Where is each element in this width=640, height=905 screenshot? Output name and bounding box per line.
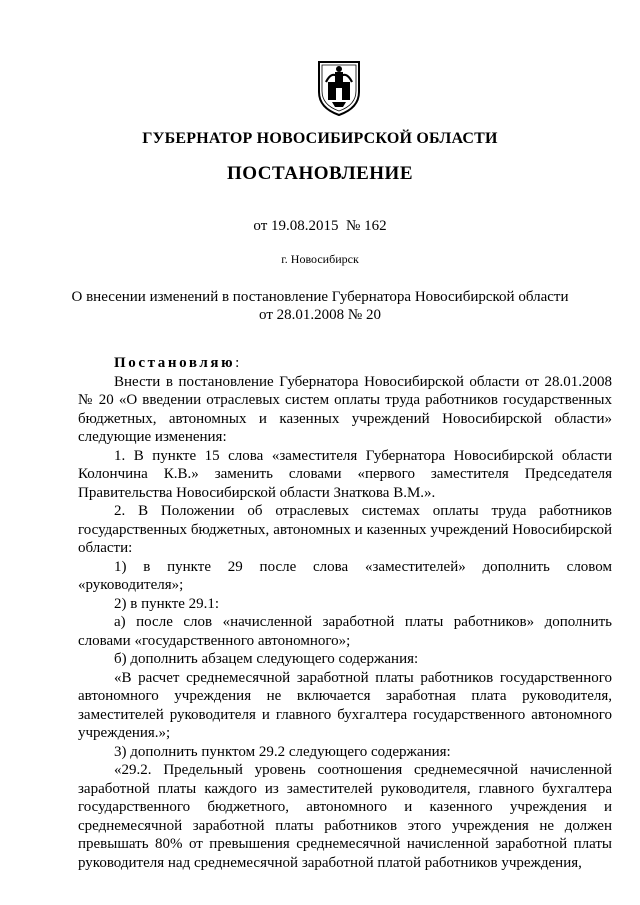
body-paragraph: 1. В пункте 15 слова «заместителя Губернатора Новосибирской области Колончина К.В.» заменить словами «первого заместителя Председателя Правительства Новосибирской области Знаткова В.М.». [78,447,612,501]
decree-colon: : [235,355,240,371]
body-paragraph: 1) в пункте 29 после слова «заместителей» дополнить словом «руководителя»; [78,558,612,593]
document-date-number: от 19.08.2015 № 162 [253,218,387,234]
body-paragraph: «29.2. Предельный уровень соотношения среднемесячной начисленной заработной платы каждого из заместителей руководителя, главного бухгалтера государственного бюджетного, автономного и казенного учреждения и среднемесячной заработной платы работников этого учреждения не должен превышать 80% от превышения среднемесячной начисленной заработной платы руководителя над среднемесячной заработной платой работников учреждения, [78,762,612,871]
document-city: г. Новосибирск [281,252,359,266]
document-title-line-2: от 28.01.2008 № 20 [259,307,381,323]
decree-word: Постановляю [114,355,236,371]
body-paragraph: б) дополнить абзацем следующего содержания: [114,651,419,667]
body-paragraph: а) после слов «начисленной заработной платы работников» дополнить словами «государственного автономного»; [78,614,612,649]
decree-heading [78,354,612,373]
issuing-authority: ГУБЕРНАТОР НОВОСИБИРСКОЙ ОБЛАСТИ [142,130,498,147]
body-paragraph: 3) дополнить пунктом 29.2 следующего содержания: [114,743,451,760]
document-title [60,288,580,324]
document-type: ПОСТАНОВЛЕНИЕ [226,163,414,184]
body-paragraph: Внести в постановление Губернатора Новосибирской области от 28.01.2008 № 20 «О введении отраслевых систем оплаты труда работников государственных бюджетных, автономных и казенных учреждений Новосибирской области» следующие изменения: [78,373,612,445]
document-title-line-1: О внесении изменений в постановление Губернатора Новосибирской области [71,289,569,305]
document-body [78,354,612,872]
body-paragraph: «В расчет среднемесячной заработной платы работников государственного автономного учреждения не включается заработная плата руководителя, заместителей руководителя и главного бухгалтера государственного автономного учреждения.»; [78,669,612,741]
novosibirsk-coat-of-arms-icon [316,58,362,118]
body-paragraph: 2. В Положении об отраслевых системах оплаты труда работников государственных бюджетных, автономных и казенных учреждений Новосибирской области: [78,503,612,556]
body-paragraph: 2) в пункте 29.1: [114,595,220,612]
